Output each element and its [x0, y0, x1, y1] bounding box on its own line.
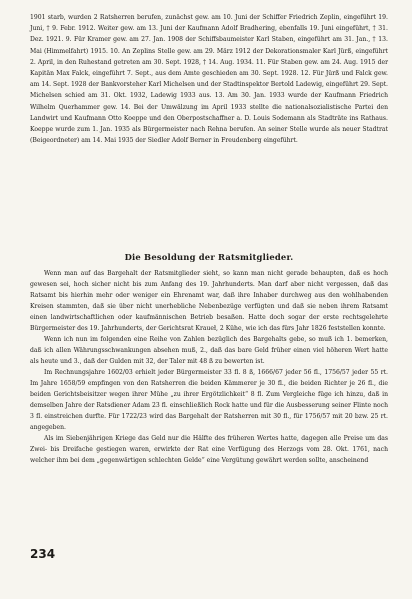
body-text-bottom: [30, 268, 388, 466]
paragraph: Wenn man auf das Bargehalt der Ratsmitglieder sieht, so kann man nicht gerade behaupten, daß es hoch gewesen sei, hoch sicher nicht bis zum Anfang des 19. Jahrhunderts. Man darf aber nicht vergessen, daß das Ratsamt bis hierhin mehr oder weniger ein Ehrenamt war, daß ihre Inhaber durchweg aus den wohlhabenden Kreisen stammten, daß sie über nicht unerhebliche Nebenbezüge verfügten und daß sie neben ihrem Ratsamt einen landwirtschaftlichen oder kaufmännischen Betrieb besaßen. Hatte doch sogar der erste rechtsgelehrte Bürgermeister des 19. Jahrhunderts, der Gerichtsrat Kraueł, 2 Kühe, wie ich das fürs Jahr 1826 feststellen konnte.: [30, 270, 388, 332]
paragraph: Wenn ich nun im folgenden eine Reihe von Zahlen bezüglich des Bargehalts gebe, so muß ich 1. bemerken, daß ich allen Währungsschwankungen absehen muß, 2., daß das bare Geld früher einen viel höheren Wert hatte als heute und 3., daß der Gulden mit 32, der Taler mit 48 ß zu bewerten ist.: [30, 336, 388, 365]
body-text-top: [30, 12, 388, 146]
page-number: 234: [30, 547, 56, 561]
section-heading: Die Besoldung der Ratsmitglieder.: [124, 252, 294, 262]
paragraph: Als im Siebenjährigen Kriege das Geld nur die Hälfte des früheren Wertes hatte, dagegen alle Preise um das Zwei- bis Dreifache gestiegen waren, erwirkte der Rat eine Verfügung des Herzogs vom 28. Okt. 1761, nach welcher ihm bei dem „gegenwärtigen schlechten Gelde“ eine Vergütung gewährt werden sollte, anscheinend: [30, 435, 388, 464]
paragraph: Im Rechnungsjahre 1602/03 erhielt jeder Bürgermeister 33 fl. 8 ß, 1666/67 jeder 56 fl., 1756/57 jeder 55 rt. Im Jahre 1658/59 empfingen von den Ratsherren die beiden Kämmerer je 30 fl., die beiden Richter je 26 fl., die beiden Gerichtsbeisitzer wegen ihrer Mühe „zu ihrer Ergötzlichkeit“ 8 fl. Zum Vergleiche füge ich hinzu, daß in demselben Jahre der Ratsdiener Adam 23 fl. einschließlich Rock hatte und für die Ausbesserung seiner Flinte noch 3 fl. einstreichen durfte. Für 1722/23 wird das Bargehalt der Ratsherren mit 30 fl., für 1756/57 mit 20 bzw. 25 rt. angegeben.: [30, 369, 388, 431]
paragraph: 1901 starb, wurden 2 Ratsherren berufen, zunächst gew. am 10. Juni der Schiffer Friedrich Zeplin, eingeführt 19. Juni, † 9. Febr. 1912. Weiter gew. am 13. Juni der Kaufmann Adolf Bradhering, ebenfalls 19. Juni eingeführt, † 31. Dez. 1921. 9. Für Kramer gew. am 27. Jan. 1908 der Schiffsbaumeister Karl Staben, eingeführt am 31. Jan., † 13. Mai (Himmelfahrt) 1915. 10. An Zeplins Stelle gew. am 29. März 1912 der Dekorationsmaler Karl Jürß, eingeführt 2. April, in den Ruhestand getreten am 30. Sept. 1928, † 14. Aug. 1934. 11. Für Staben gew. am 24. Aug. 1915 der Kapitän Max Falck, eingeführt 7. Sept., aus dem Amte geschieden am 30. Sept. 1928. 12. Für Jürß und Falck gew. am 14. Sept. 1928 der Bankvorsteher Karl Michelsen und der Stadtinspektor Bertold Ladewig, eingeführt 29. Sept. Michelsen schied am 31. Okt. 1932, Ladewig 1933 aus. 13. Am 30. Jan. 1933 wurde der Kaufmann Friedrich Wilhelm Querhammer gew. 14. Bei der Umwälzung im April 1933 stellte die nationalsozialistische Partei den Landwirt und Kaufmann Otto Koeppe und den Oberpostschaffner a. D. Louis Sodemann als Stadträte ins Rathaus. Koeppe wurde zum 1. Jan. 1935 als Bürgermeister nach Rehna berufen. An seiner Stelle wurde als neuer Stadtrat (Beigeordneter) am 14. Mai 1935 der Siedler Adolf Berner in Freudenberg eingeführt.: [30, 14, 388, 145]
